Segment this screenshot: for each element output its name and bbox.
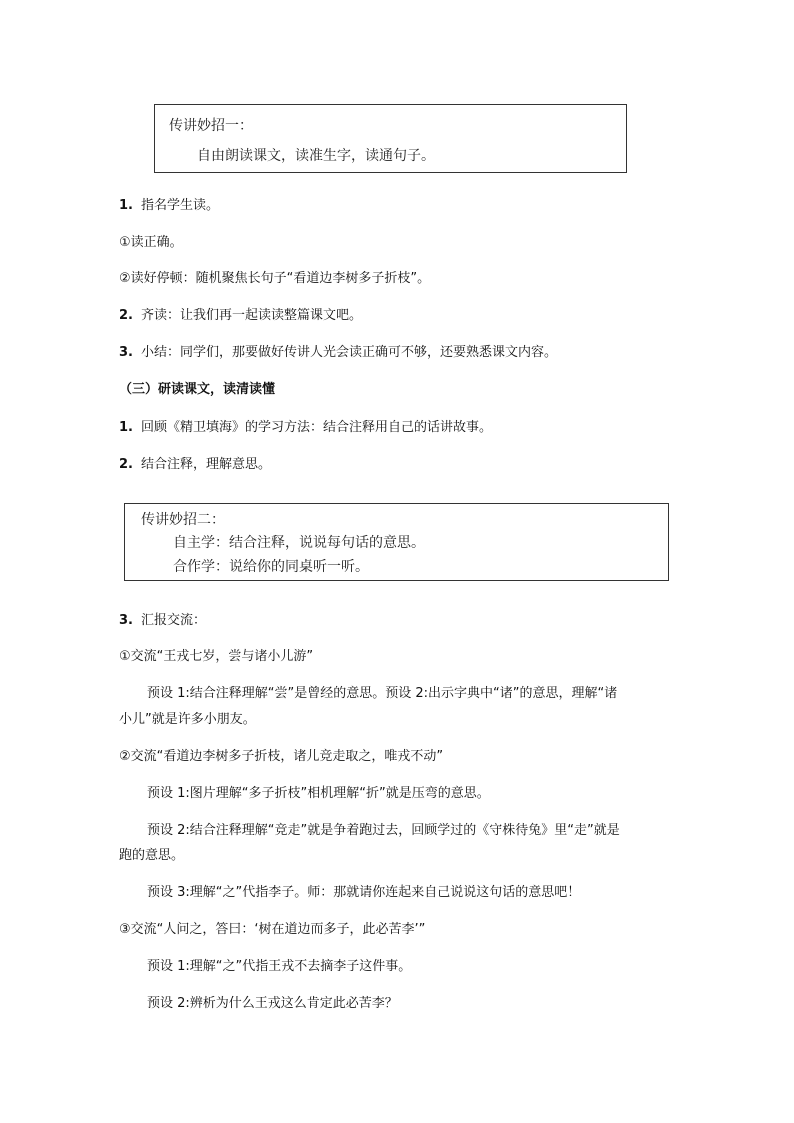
preset-paragraph: 预设 2:辨析为什么王戎这么肯定此必苦李？ (147, 996, 398, 1011)
list-item (119, 197, 219, 215)
tip-box-1-title: 传讲妙招一： (169, 118, 253, 134)
sub-item-2: ②读好停顿：随机聚焦长句子“看道边李树多子折枝”。 (119, 271, 431, 286)
preset-paragraph: 预设 2:结合注释理解“竞走”就是争着跑过去，回顾学过的《守株待兔》里“走”就是 (147, 823, 620, 838)
exchange-1: ①交流“王戎七岁，尝与诸小儿游” (119, 649, 314, 664)
exchange-2: ②交流“看道边李树多子折枝，诸儿竞走取之，唯戎不动” (119, 749, 444, 764)
list-number: 1. (119, 198, 133, 213)
tip-box-2-line-2: 合作学：说给你的同桌听一听。 (173, 559, 369, 575)
tip-box-1-line: 自由朗读课文，读准生字，读通句子。 (197, 148, 435, 164)
list-text: 齐读：让我们再一起读读整篇课文吧。 (141, 308, 363, 323)
list-text: 回顾《精卫填海》的学习方法：结合注释用自己的话讲故事。 (141, 420, 493, 435)
preset-paragraph: 预设 1:结合注释理解“尝”是曾经的意思。预设 2:出示字典中“诸”的意思，理解“诸 (147, 686, 618, 701)
list-item (119, 307, 362, 325)
preset-paragraph-cont: 跑的意思。 (119, 848, 185, 863)
exchange-3: ③交流“人问之，答曰：‘树在道边而多子，此必苦李’” (119, 922, 426, 937)
list-number: 2. (119, 457, 133, 472)
sub-item-1: ①读正确。 (119, 235, 183, 250)
preset-paragraph-cont: 小儿”就是许多小朋友。 (119, 712, 256, 727)
list-text: 结合注释，理解意思。 (141, 457, 272, 472)
list-number: 3. (119, 613, 133, 628)
preset-paragraph: 预设 1:理解“之”代指王戎不去摘李子这件事。 (147, 959, 412, 974)
section-heading: （三）研读课文，读清读懂 (119, 382, 276, 397)
list-text: 指名学生读。 (141, 198, 220, 213)
list-item (119, 344, 557, 362)
list-number: 1. (119, 420, 133, 435)
list-item (119, 612, 206, 630)
tip-box-2-title: 传讲妙招二： (141, 512, 225, 528)
tip-box-2-line-1: 自主学：结合注释，说说每句话的意思。 (173, 535, 425, 551)
list-text: 汇报交流： (141, 613, 207, 628)
list-number: 2. (119, 308, 133, 323)
tip-box-2 (124, 503, 669, 581)
list-item (119, 419, 492, 437)
list-text: 小结：同学们，那要做好传讲人光会读正确可不够，还要熟悉课文内容。 (141, 345, 558, 360)
preset-paragraph: 预设 1:图片理解“多子折枝”相机理解“折”就是压弯的意思。 (147, 786, 490, 801)
preset-paragraph: 预设 3:理解“之”代指李子。师：那就请你连起来自己说说这句话的意思吧！ (147, 885, 581, 900)
tip-box-1 (154, 104, 627, 173)
list-number: 3. (119, 345, 133, 360)
list-item (119, 456, 271, 474)
